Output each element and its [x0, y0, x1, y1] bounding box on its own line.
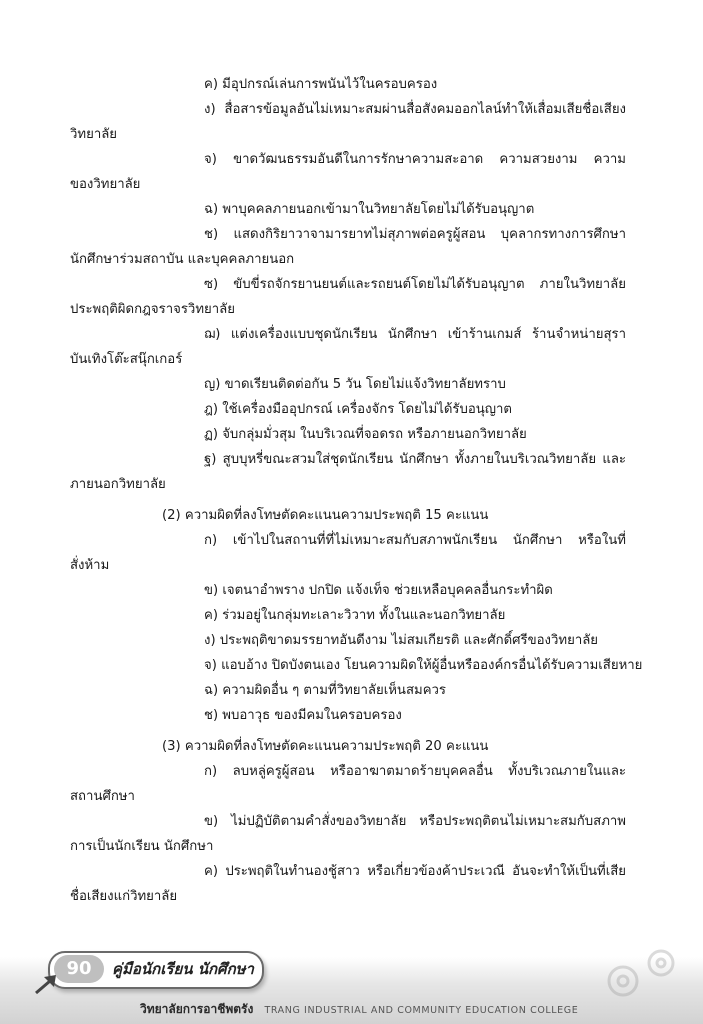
text-line: ค) ร่วมอยู่ในกลุ่มทะเลาะวิวาท ทั้งในและนอกวิทยาลัย — [204, 608, 506, 623]
text-line: ค) มีอุปกรณ์เล่นการพนันไว้ในครอบครอง — [204, 77, 438, 92]
text-line: ญ) ขาดเรียนติดต่อกัน 5 วัน โดยไม่แจ้งวิทยาลัยทราบ — [204, 377, 506, 392]
text-line: ช) แสดงกิริยาวาจามารยาทไม่สุภาพต่อครูผู้สอน บุคลากรทางการศึกษา — [204, 227, 626, 242]
text-line: ฌ) แต่งเครื่องแบบชุดนักเรียน นักศึกษา เข้าร้านเกมส์ ร้านจำหน่ายสุรา — [204, 327, 626, 342]
text-line: ค) ประพฤติในทำนองชู้สาว หรือเกี่ยวข้องค้าประเวณี อันจะทำให้เป็นที่เสีย — [204, 864, 626, 879]
text-line: นักศึกษาร่วมสถาบัน และบุคคลภายนอก — [70, 252, 295, 267]
guide-title: คู่มือนักเรียน นักศึกษา — [112, 960, 254, 978]
text-line: ก) เข้าไปในสถานที่ที่ไม่เหมาะสมกับสภาพนักเรียน นักศึกษา หรือในที่ — [204, 533, 626, 548]
text-line: ข) เจตนาอำพราง ปกปิด แจ้งเท็จ ช่วยเหลือบุคคลอื่นกระทำผิด — [204, 583, 553, 598]
text-line: ของวิทยาลัย — [70, 177, 141, 192]
text-line: จ) แอบอ้าง ปิดบังตนเอง โยนความผิดให้ผู้อื่นหรือองค์กรอื่นได้รับความเสียหาย — [204, 658, 643, 673]
text-line: ประพฤติผิดกฎจราจรวิทยาลัย — [70, 302, 235, 317]
document-body — [70, 72, 643, 909]
text-line: วิทยาลัย — [70, 127, 118, 142]
text-line: ฎ) ใช้เครื่องมืออุปกรณ์ เครื่องจักร โดยไม่ได้รับอนุญาต — [204, 402, 513, 417]
text-line: การเป็นนักเรียน นักศึกษา — [70, 839, 214, 854]
college-name-english: TRANG INDUSTRIAL AND COMMUNITY EDUCATION COLLEGE — [264, 1005, 579, 1016]
text-line: ง) สื่อสารข้อมูลอันไม่เหมาะสมผ่านสื่อสังคมออกไลน์ทำให้เสื่อมเสียชื่อเสียง — [204, 102, 626, 117]
college-name-thai: วิทยาลัยการอาชีพตรัง — [140, 1002, 254, 1016]
text-line: บันเทิงโต๊ะสนุ๊กเกอร์ — [70, 352, 183, 367]
text-line: ฐ) สูบบุหรี่ขณะสวมใส่ชุดนักเรียน นักศึกษา ทั้งภายในบริเวณวิทยาลัย และ — [204, 452, 626, 467]
section-heading: (3) ความผิดที่ลงโทษตัดคะแนนความประพฤติ 20 คะแนน — [162, 739, 489, 754]
text-line: ซ) ขับขี่รถจักรยานยนต์และรถยนต์โดยไม่ได้รับอนุญาต ภายในวิทยาลัย — [204, 277, 626, 292]
text-line: ข) ไม่ปฏิบัติตามคำสั่งของวิทยาลัย หรือประพฤติตนไม่เหมาะสมกับสภาพ — [204, 814, 626, 829]
section-heading: (2) ความผิดที่ลงโทษตัดคะแนนความประพฤติ 15 คะแนน — [162, 508, 489, 523]
text-line: ฏ) จับกลุ่มมั่วสุม ในบริเวณที่จอดรถ หรือภายนอกวิทยาลัย — [204, 427, 527, 442]
text-line: สถานศึกษา — [70, 789, 135, 804]
text-line: ภายนอกวิทยาลัย — [70, 477, 166, 492]
text-line: สั่งห้าม — [70, 558, 110, 573]
text-line: ฉ) ความผิดอื่น ๆ ตามที่วิทยาลัยเห็นสมควร — [204, 683, 446, 698]
page-number: 90 — [54, 955, 104, 983]
text-line: ฉ) พาบุคคลภายนอกเข้ามาในวิทยาลัยโดยไม่ได้รับอนุญาต — [204, 202, 535, 217]
text-line: จ) ขาดวัฒนธรรมอันดีในการรักษาความสะอาด ความสวยงาม ความ — [204, 152, 626, 167]
gear-icon — [593, 941, 683, 1001]
text-line: ชื่อเสียงแก่วิทยาลัย — [70, 889, 178, 904]
text-line: ช) พบอาวุธ ของมีคมในครอบครอง — [204, 708, 402, 723]
arrow-icon — [34, 973, 60, 995]
text-line: ง) ประพฤติขาดมรรยาทอันดีงาม ไม่สมเกียรติ และศักดิ์ศรีของวิทยาลัย — [204, 633, 599, 648]
college-name — [140, 997, 578, 1019]
page-footer — [0, 935, 703, 1024]
text-line: ก) ลบหลู่ครูผู้สอน หรืออาฆาตมาดร้ายบุคคลอื่น ทั้งบริเวณภายในและ — [204, 764, 626, 779]
